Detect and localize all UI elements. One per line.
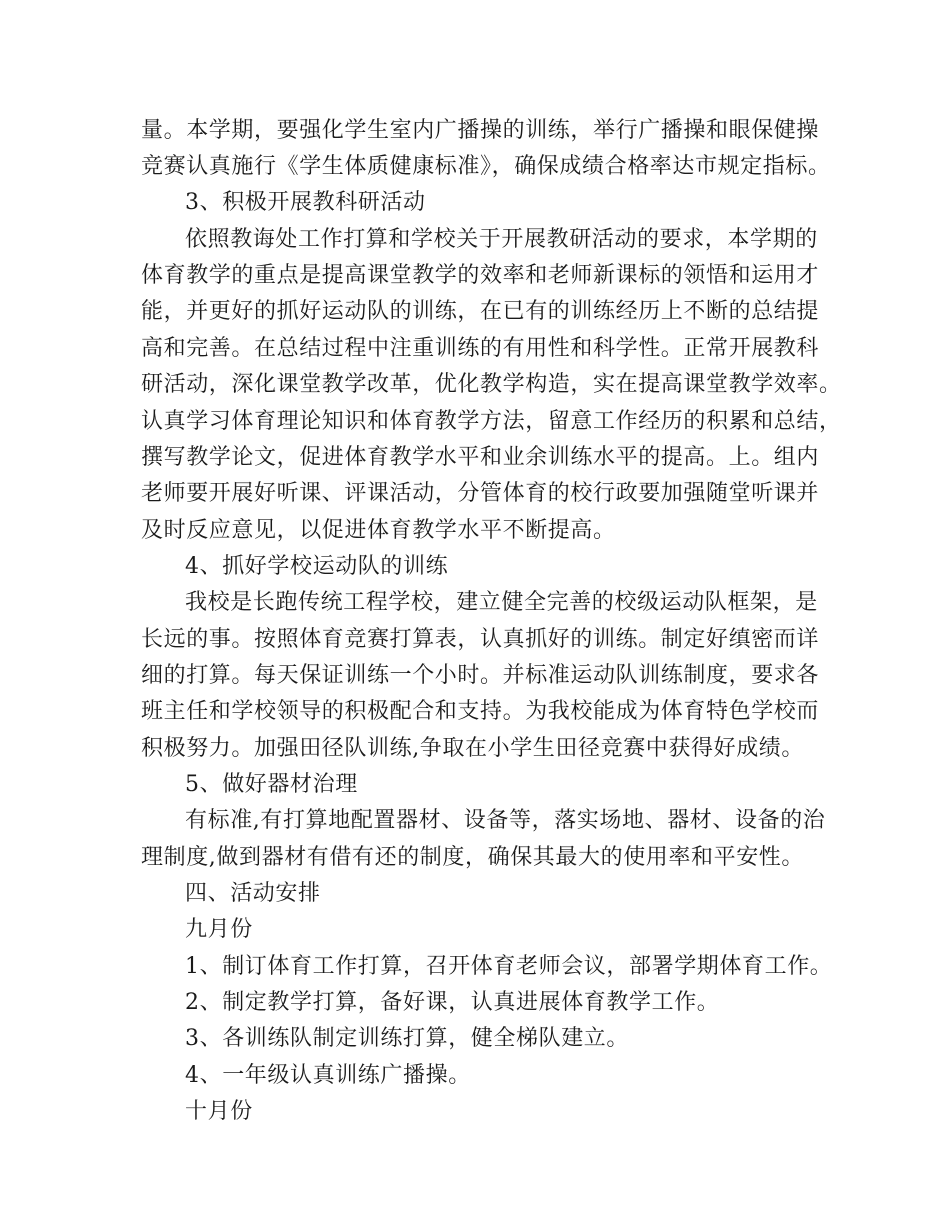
paragraph-line: 我校是长跑传统工程学校，建立健全完善的校级运动队框架，是 bbox=[185, 590, 818, 615]
paragraph-line: 老师要开展好听课、评课活动，分管体育的校行政要加强随堂听课并 bbox=[141, 481, 820, 506]
paragraph-line: 认真学习体育理论知识和体育教学方法，留意工作经历的积累和总结， bbox=[141, 409, 842, 434]
paragraph-line: 竞赛认真施行《学生体质健康标准》，确保成绩合格率达市规定指标。 bbox=[141, 154, 831, 179]
paragraph-line: 及时反应意见，以促进体育教学水平不断提高。 bbox=[141, 518, 616, 543]
section-heading: 四、活动安排 bbox=[185, 881, 321, 906]
section-heading: 3、积极开展教科研活动 bbox=[185, 190, 426, 215]
section-heading: 5、做好器材治理 bbox=[185, 772, 358, 797]
list-item: 1、制订体育工作打算，召开体育老师会议，部署学期体育工作。 bbox=[185, 954, 833, 979]
paragraph-line: 撰写教学论文，促进体育教学水平和业余训练水平的提高。上。组内 bbox=[141, 445, 820, 470]
paragraph-line: 细的打算。每天保证训练一个小时。并标准运动队训练制度，要求各 bbox=[141, 663, 820, 688]
month-heading: 九月份 bbox=[185, 917, 253, 942]
paragraph-line: 积极努力。加强田径队训练,争取在小学生田径竞赛中获得好成绩。 bbox=[141, 736, 804, 761]
paragraph-line: 能，并更好的抓好运动队的训练，在已有的训练经历上不断的总结提 bbox=[141, 299, 820, 324]
paragraph-line: 体育教学的重点是提高课堂教学的效率和老师新课标的领悟和运用才 bbox=[141, 263, 820, 288]
paragraph-line: 研活动，深化课堂教学改革，优化教学构造，实在提高课堂教学效率。 bbox=[141, 372, 842, 397]
list-item: 3、各训练队制定训练打算，健全梯队建立。 bbox=[185, 1026, 629, 1051]
list-item: 2、制定教学打算，备好课，认真进展体育教学工作。 bbox=[185, 990, 720, 1015]
paragraph-line: 有标准,有打算地配置器材、设备等，落实场地、器材、设备的治 bbox=[185, 808, 826, 833]
paragraph-line: 量。本学期，要强化学生室内广播操的训练，举行广播操和眼保健操 bbox=[141, 118, 820, 143]
paragraph-line: 长远的事。按照体育竞赛打算表，认真抓好的训练。制定好缜密而详 bbox=[141, 627, 820, 652]
paragraph-line: 依照教诲处工作打算和学校关于开展教研活动的要求，本学期的 bbox=[185, 227, 818, 252]
month-heading: 十月份 bbox=[185, 1099, 253, 1124]
paragraph-line: 班主任和学校领导的积极配合和支持。为我校能成为体育特色学校而 bbox=[141, 699, 820, 724]
list-item: 4、一年级认真训练广播操。 bbox=[185, 1063, 471, 1088]
paragraph-line: 高和完善。在总结过程中注重训练的有用性和科学性。正常开展教科 bbox=[141, 336, 820, 361]
paragraph-line: 理制度,做到器材有借有还的制度，确保其最大的使用率和平安性。 bbox=[141, 845, 804, 870]
section-heading: 4、抓好学校运动队的训练 bbox=[185, 554, 449, 579]
